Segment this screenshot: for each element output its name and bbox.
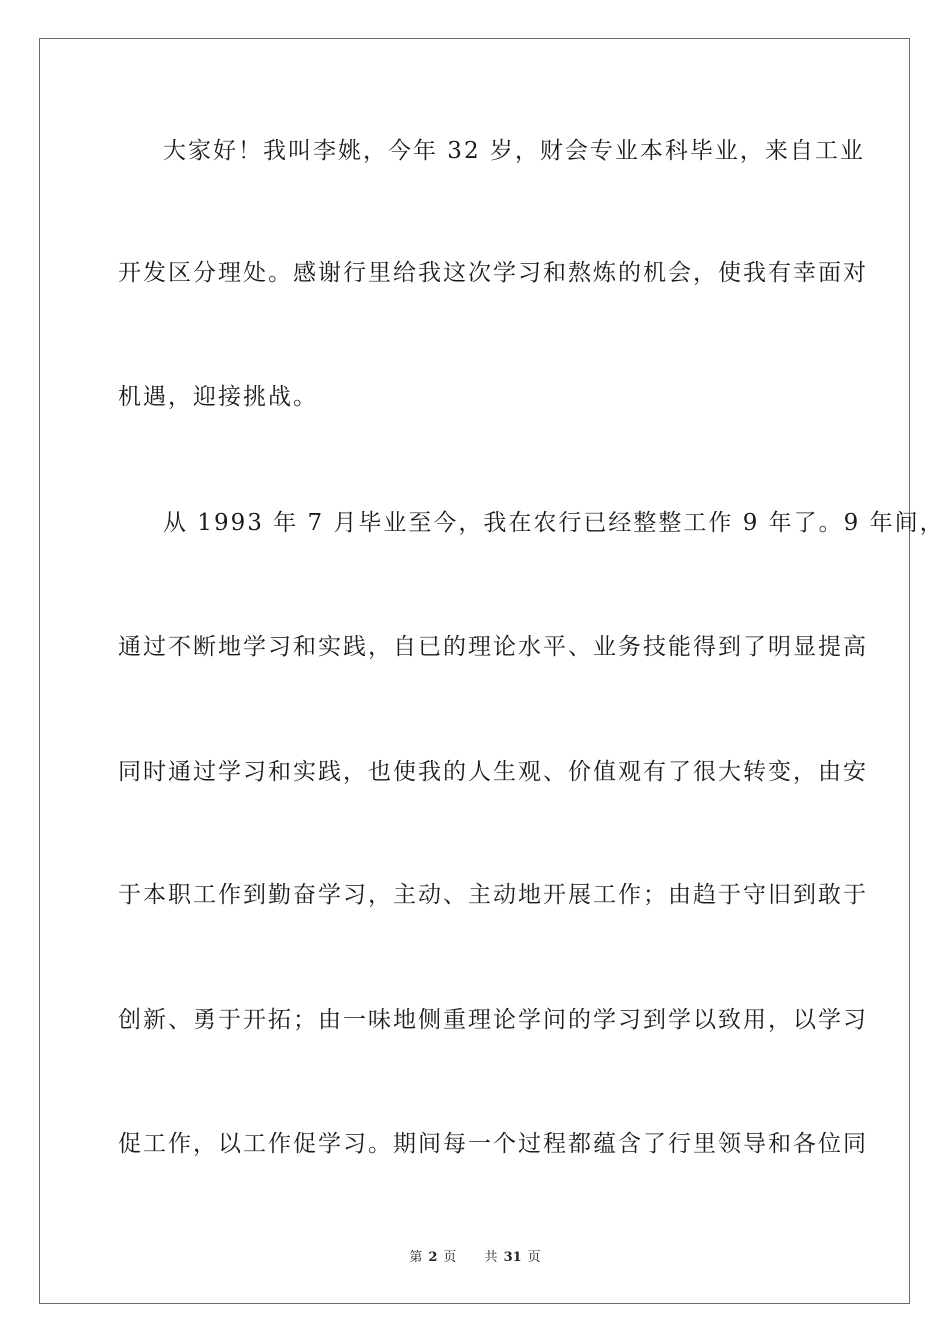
text-line-9: 促工作，以工作促学习。期间每一个过程都蕴含了行里领导和各位同	[118, 1131, 868, 1157]
text-line-7: 于本职工作到勤奋学习，主动、主动地开展工作；由趋于守旧到敢于	[118, 882, 868, 908]
page-footer	[0, 1246, 950, 1265]
page-label-suffix: 页	[443, 1250, 457, 1265]
page-label-prefix: 第	[409, 1250, 423, 1265]
text-line-1: 大家好！我叫李姚，今年 32 岁，财会专业本科毕业，来自工业	[163, 138, 865, 164]
total-label-suffix: 页	[527, 1250, 541, 1265]
total-pages: 31	[503, 1250, 522, 1265]
text-line-3: 机遇，迎接挑战。	[118, 384, 318, 410]
text-line-4: 从 1993 年 7 月毕业至今，我在农行已经整整工作 9 年了。9 年间，	[163, 510, 945, 536]
page-border	[39, 38, 910, 1304]
text-line-8: 创新、勇于开拓；由一味地侧重理论学问的学习到学以致用，以学习	[118, 1007, 868, 1033]
text-line-5: 通过不断地学习和实践，自已的理论水平、业务技能得到了明显提高	[118, 634, 868, 660]
text-line-6: 同时通过学习和实践，也使我的人生观、价值观有了很大转变，由安	[118, 759, 868, 785]
total-label-prefix: 共	[484, 1250, 498, 1265]
page-indicator	[403, 1250, 462, 1265]
text-line-2: 开发区分理处。感谢行里给我这次学习和熬炼的机会，使我有幸面对	[118, 260, 868, 286]
page-number: 2	[428, 1250, 438, 1265]
total-pages-indicator	[479, 1250, 547, 1265]
